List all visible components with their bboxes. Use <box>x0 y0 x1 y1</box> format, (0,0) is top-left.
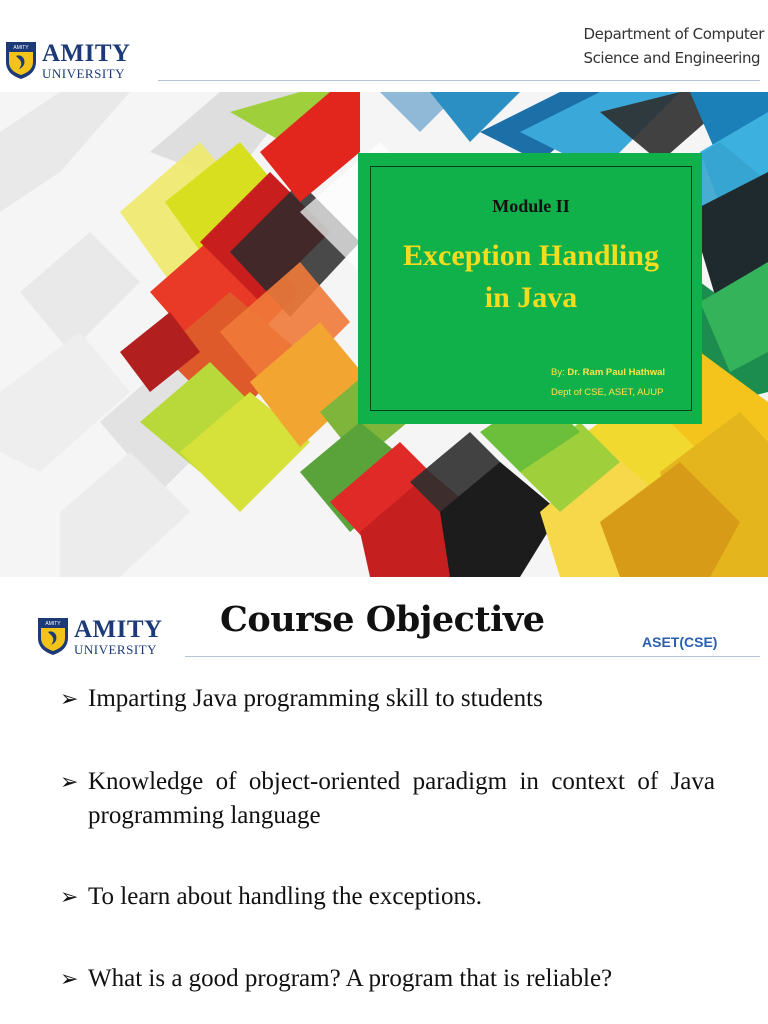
list-item-text: To learn about handling the exceptions. <box>88 883 482 910</box>
logo-sub: UNIVERSITY <box>74 641 157 657</box>
department-line-1: Department of Computer <box>583 25 764 43</box>
slide-title <box>371 235 691 319</box>
module-label: Module II <box>492 196 570 216</box>
author-prefix: By: <box>551 367 568 378</box>
course-objective-title: Course Objective <box>220 599 545 640</box>
list-item-text: Knowledge of object-oriented paradigm in context of Java programming language <box>88 768 715 829</box>
author-name: Dr. Ram Paul Hathwal <box>567 367 666 378</box>
header-divider <box>158 80 760 81</box>
list-item <box>60 962 715 996</box>
list-item-text: What is a good program? A program that is reliable? <box>88 965 613 992</box>
course-objective-slide <box>0 577 768 1024</box>
slide-header <box>0 0 768 92</box>
arrow-bullet-icon: ➢ <box>60 686 79 711</box>
arrow-bullet-icon: ➢ <box>60 966 79 991</box>
slide-title-line-2: in Java <box>484 281 578 314</box>
list-item-text: Imparting Java programming skill to students <box>88 685 543 712</box>
author-line <box>551 367 665 378</box>
amity-logo-2 <box>36 616 163 656</box>
slide-title-line-1: Exception Handling <box>403 239 659 272</box>
logo-sub: UNIVERSITY <box>42 65 125 81</box>
department-label <box>583 22 764 70</box>
arrow-bullet-icon: ➢ <box>60 769 79 794</box>
objective-list <box>60 682 715 996</box>
author-dept: Dept of CSE, ASET, AUUP <box>551 387 664 398</box>
crest-text: AMITY <box>45 621 61 627</box>
list-item <box>60 880 715 914</box>
logo-name: AMITY <box>42 39 131 67</box>
title-divider <box>185 656 760 657</box>
title-box <box>358 153 702 424</box>
amity-crest-icon <box>36 616 70 656</box>
aset-tag: ASET(CSE) <box>642 634 718 650</box>
arrow-bullet-icon: ➢ <box>60 884 79 909</box>
list-item <box>60 765 715 833</box>
amity-crest-icon <box>4 40 38 80</box>
amity-logo <box>4 40 131 80</box>
crest-text: AMITY <box>13 45 29 51</box>
list-item <box>60 682 715 716</box>
logo-name: AMITY <box>74 615 163 643</box>
title-box-inner <box>370 166 692 411</box>
department-line-2: Science and Engineering <box>583 49 761 67</box>
